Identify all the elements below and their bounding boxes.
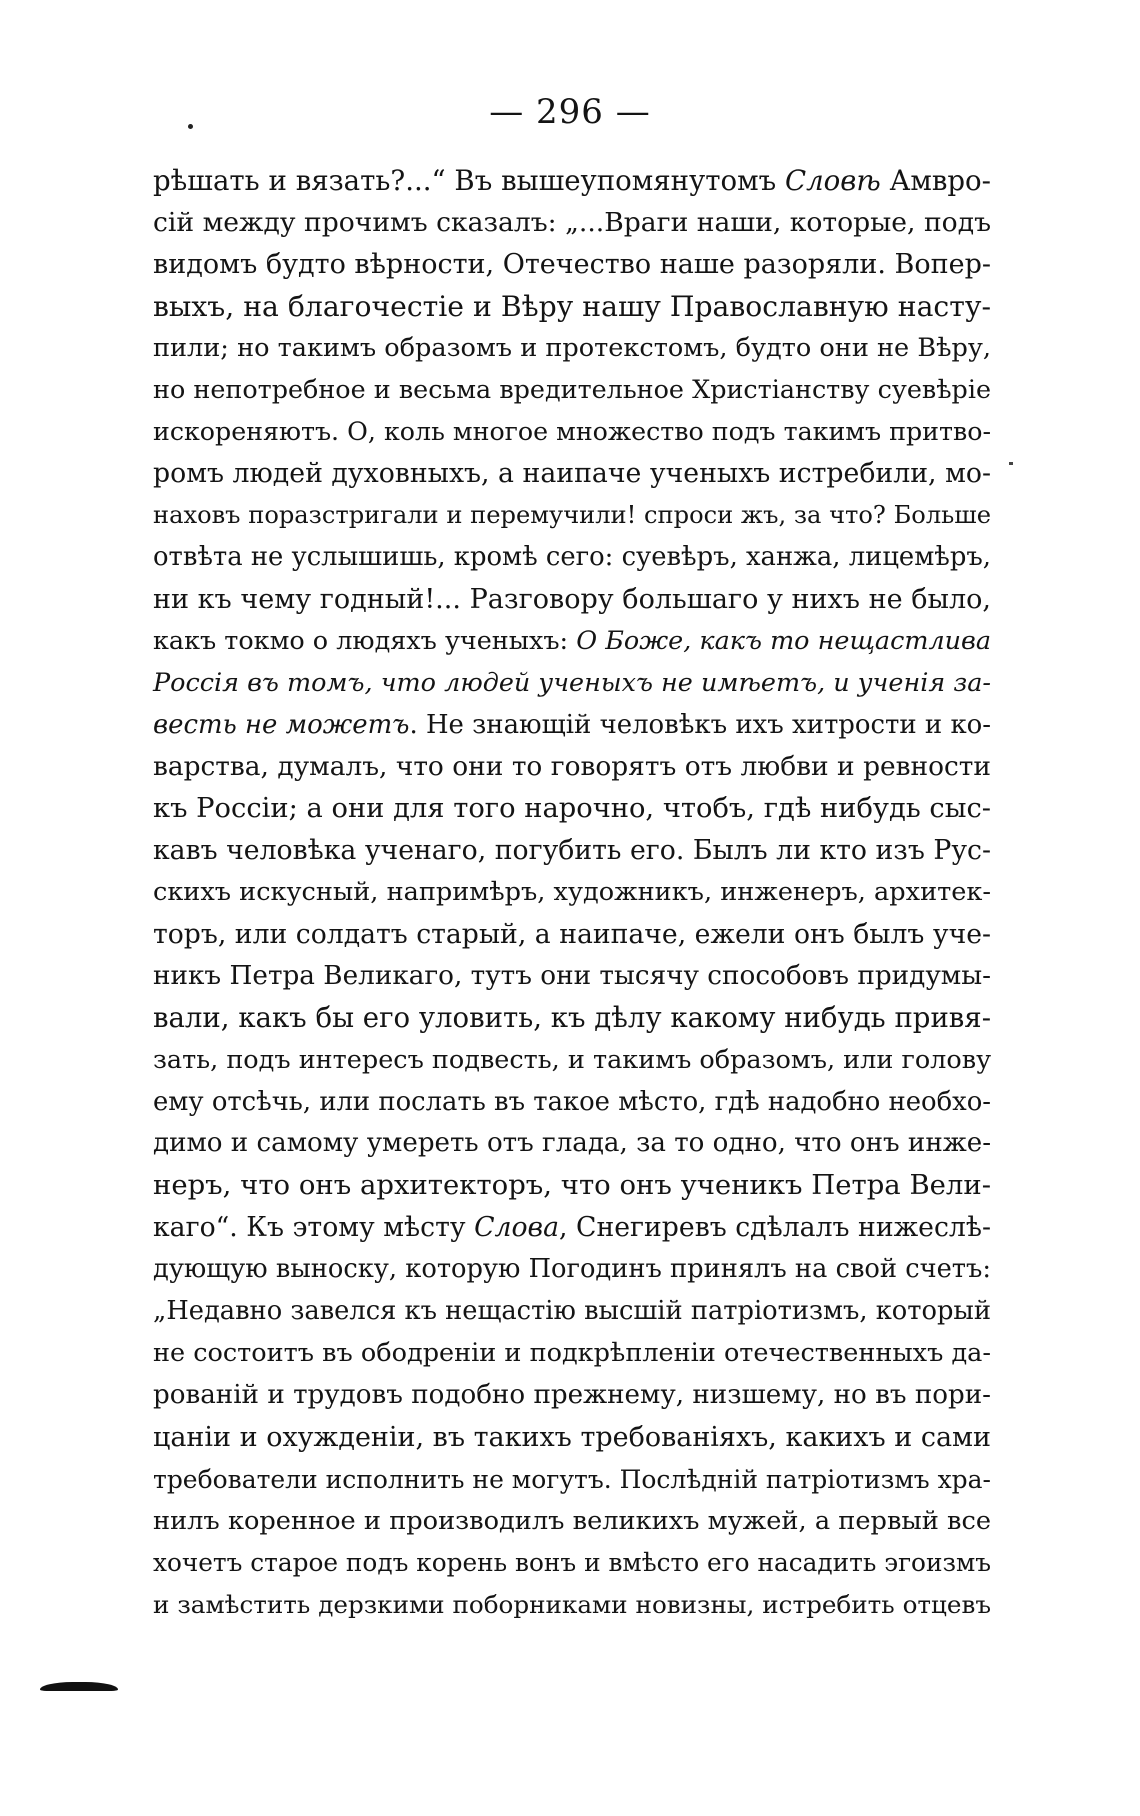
text-run: каго“. Къ этому мѣсту (153, 1212, 475, 1244)
text-run: отвѣта не услышишь, кромѣ сего: суевѣръ, ханжа, лицемѣръ, (153, 542, 991, 573)
text-run: хочетъ старое подъ корень вонъ и вмѣсто его насадить эгоизмъ (153, 1548, 991, 1578)
text-line (153, 1291, 991, 1333)
text-line (153, 369, 991, 411)
stray-print-tick (1009, 462, 1013, 465)
text-line (153, 663, 991, 705)
text-line (153, 244, 991, 286)
text-line (153, 1082, 991, 1124)
text-line (153, 1584, 991, 1626)
text-run: никъ Петра Великаго, тутъ они тысячу способовъ придумы- (153, 960, 991, 991)
text-run: ромъ людей духовныхъ, а наипаче ученыхъ истребили, мо- (153, 458, 991, 490)
text-run: варства, думалъ, что они то говорятъ отъ любви и ревности (153, 751, 991, 783)
text-line (153, 914, 991, 956)
text-run: неръ, что онъ архитекторъ, что онъ ученикъ Петра Вели- (153, 1169, 991, 1202)
text-run: рованій и трудовъ подобно прежнему, низшему, но въ пори- (153, 1379, 991, 1410)
text-line (153, 830, 991, 872)
text-line (153, 1459, 991, 1501)
text-line (153, 621, 991, 663)
italic-text: Словѣ (784, 164, 881, 197)
text-run: Амвро- (880, 164, 991, 197)
text-run: видомъ будто вѣрности, Отечество наше разоряли. Вопер- (153, 248, 991, 280)
text-run: цаніи и охужденіи, въ такихъ требованіяхъ, какихъ и сами (153, 1421, 991, 1453)
text-line (153, 286, 991, 328)
text-run: къ Россіи; а они для того нарочно, чтобъ, гдѣ нибудь сыс- (153, 793, 991, 825)
text-run: ему отсѣчь, или послать въ такое мѣсто, гдѣ надобно необхо- (153, 1086, 991, 1117)
text-line (153, 1333, 991, 1375)
text-line (153, 1375, 991, 1417)
text-line (153, 160, 991, 202)
text-run: но непотребное и весьма вредительное Христіанству суевѣріе (153, 374, 991, 405)
text-line (153, 495, 991, 537)
text-line (153, 453, 991, 495)
text-line (153, 1417, 991, 1459)
text-line (153, 705, 991, 747)
text-run: нилъ коренное и производилъ великихъ мужей, а первый все (153, 1505, 991, 1536)
text-line (153, 1542, 991, 1584)
text-run: зать, подъ интересъ подвесть, и такимъ образомъ, или голову (153, 1044, 992, 1075)
text-line (153, 1165, 991, 1207)
text-run: вали, какъ бы его уловить, къ дѣлу какому нибудь привя- (153, 1001, 991, 1034)
text-run: „Недавно завелся къ нещастію высшій патріотизмъ, который (153, 1296, 991, 1327)
text-run: ни къ чему годный!... Разговору большаго у нихъ не было, (153, 583, 991, 615)
text-run: какъ токмо о людяхъ ученыхъ: (153, 625, 577, 656)
text-run: и замѣстить дерзкими поборниками новизны, истребить отцевъ (153, 1590, 991, 1620)
italic-text: Слова (474, 1212, 560, 1244)
text-run: димо и самому умереть отъ глада, за то одно, что онъ инже- (153, 1128, 992, 1159)
text-line (153, 1123, 991, 1165)
text-line (153, 872, 991, 914)
text-run: рѣшать и вязать?...“ Въ вышеупомянутомъ (153, 164, 785, 197)
text-line (153, 579, 991, 621)
text-line (153, 788, 991, 830)
text-line (153, 746, 991, 788)
text-run: сій между прочимъ сказалъ: „...Враги наши, которые, подъ (153, 206, 991, 238)
text-run: требователи исполнить не могутъ. Послѣдній патріотизмъ хра- (153, 1464, 991, 1494)
text-line (153, 1249, 991, 1291)
text-line (153, 202, 991, 244)
text-line (153, 1040, 991, 1082)
text-run: дующую выноску, которую Погодинъ принялъ на свой счетъ: (153, 1254, 991, 1285)
text-run: пили; но такимъ образомъ и протекстомъ, будто они не Вѣру, (153, 332, 991, 363)
page-number: — 296 — (489, 92, 651, 132)
text-line (153, 537, 991, 579)
italic-text: весть не можетъ (153, 709, 410, 740)
text-line (153, 998, 991, 1040)
text-line (153, 1501, 991, 1543)
margin-ink-mark (40, 1682, 118, 1691)
text-line (153, 1207, 991, 1249)
text-run: . Не знающій человѣкъ ихъ хитрости и ко- (409, 709, 992, 740)
text-line (153, 411, 991, 453)
text-run: кавъ человѣка ученаго, погубить его. Былъ ли кто изъ Рус- (153, 835, 991, 867)
text-run: торъ, или солдатъ старый, а наипаче, ежели онъ былъ уче- (153, 919, 991, 951)
text-run: , Снегиревъ сдѣлалъ нижеслѣ- (559, 1212, 991, 1244)
text-run: наховъ поразстригали и перемучили! спроси жъ, за что? Больше (153, 501, 991, 530)
text-run: искореняютъ. О, коль многое множество подъ такимъ притво- (153, 417, 991, 447)
text-run: выхъ, на благочестіе и Вѣру нашу Православную насту- (153, 289, 991, 323)
italic-text: Россія въ томъ, что людей ученыхъ не имѣетъ, и ученія за- (153, 667, 991, 698)
text-run: не состоитъ въ ободреніи и подкрѣпленіи отечественныхъ да- (153, 1337, 991, 1368)
text-run: скихъ искусный, напримѣръ, художникъ, инженеръ, архитек- (153, 877, 991, 908)
text-line (153, 328, 991, 370)
italic-text: О Боже, какъ то нещастлива (576, 625, 991, 656)
text-line (153, 956, 991, 998)
body-text (153, 160, 991, 1626)
